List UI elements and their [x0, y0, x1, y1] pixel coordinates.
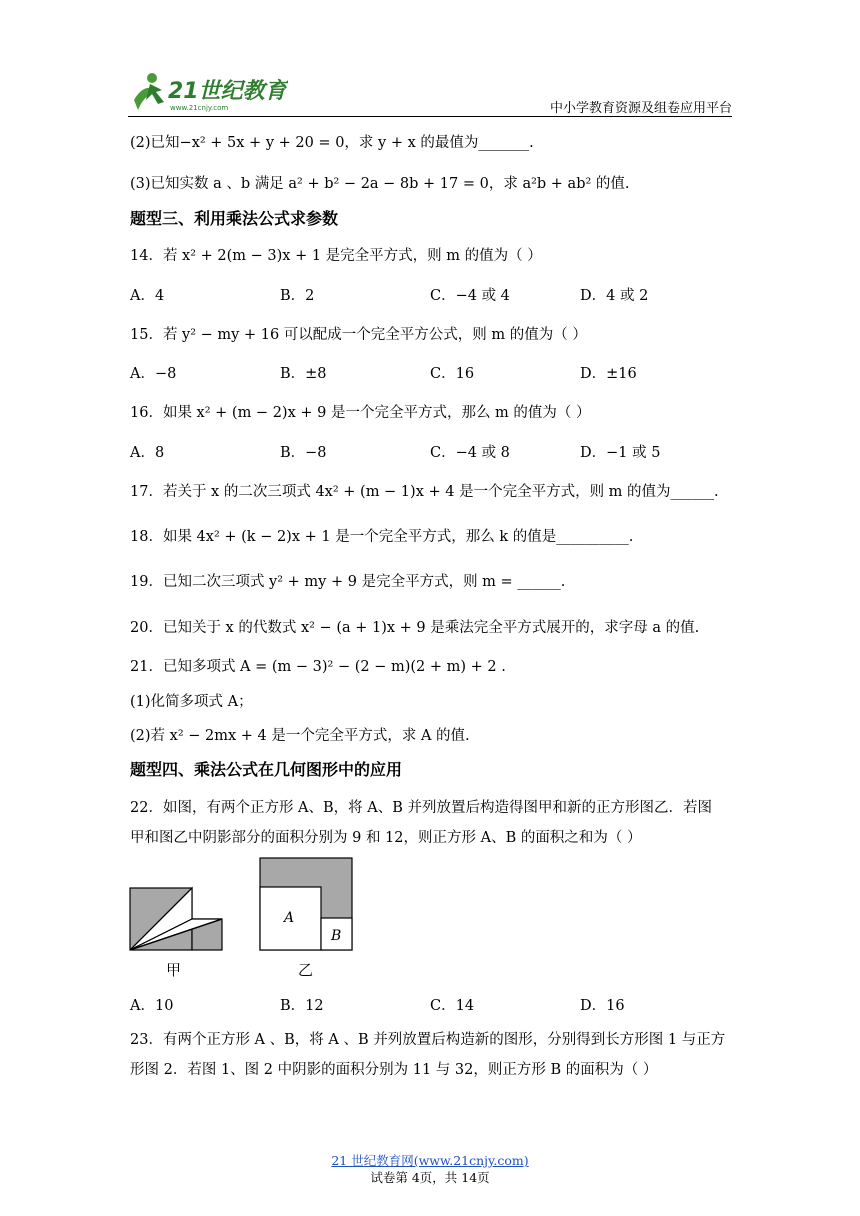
section-4-title: 题型四、乘法公式在几何图形中的应用 — [130, 760, 403, 779]
q18-stem: 18．如果 4x² + (k − 2)x + 1 是一个完全平方式，那么 k 的值是__________. — [130, 529, 634, 545]
q14-option-b: B．2 — [280, 288, 315, 304]
q21-stem: 21．已知多项式 A = (m − 3)² − (2 − m)(2 + m) + 2 . — [130, 659, 506, 675]
q22-options — [130, 994, 730, 1014]
q17-stem: 17．若关于 x 的二次三项式 4x² + (m − 1)x + 4 是一个完全平方式，则 m 的值为______. — [130, 484, 719, 500]
figure-jia-label: 甲 — [166, 961, 182, 979]
q13-part2: (2)已知−x² + 5x + y + 20 = 0，求 y + x 的最值为_______. — [130, 135, 534, 151]
q16-stem: 16．如果 x² + (m − 2)x + 9 是一个完全平方式，那么 m 的值为（ ） — [130, 405, 591, 421]
q15-option-a: A．−8 — [130, 366, 177, 382]
q16-options — [130, 441, 730, 461]
q22-option-d: D．16 — [580, 998, 625, 1014]
q16-option-c: C．−4 或 8 — [430, 445, 510, 461]
q16-option-d: D．−1 或 5 — [580, 445, 661, 461]
logo-url: www.21cnjy.com — [170, 104, 229, 112]
q20-stem: 20．已知关于 x 的代数式 x² − (a + 1)x + 9 是乘法完全平方式展开的，求字母 a 的值. — [130, 620, 700, 636]
q23-stem-2: 形图 2．若图 1、图 2 中阴影的面积分别为 11 与 32，则正方形 B 的面积为（ ） — [130, 1062, 658, 1078]
logo-icon — [128, 66, 288, 116]
q15-option-d: D．±16 — [580, 366, 637, 382]
section-3-title: 题型三、利用乘法公式求参数 — [130, 209, 339, 228]
q14-options — [130, 284, 730, 304]
figure-yi — [258, 856, 354, 952]
logo-text: 21世纪教育 — [168, 79, 287, 104]
q15-options — [130, 362, 730, 382]
q21-part2: (2)若 x² − 2mx + 4 是一个完全平方式，求 A 的值. — [130, 728, 470, 744]
q22-stem-2: 甲和图乙中阴影部分的面积分别为 9 和 12，则正方形 A、B 的面积之和为（ ） — [130, 830, 642, 846]
q22-option-b: B．12 — [280, 998, 324, 1014]
q23-stem-1: 23．有两个正方形 A 、B，将 A 、B 并列放置后构造新的图形，分别得到长方形图 1 与正方 — [130, 1032, 726, 1048]
q15-option-b: B．±8 — [280, 366, 327, 382]
q14-stem: 14．若 x² + 2(m − 3)x + 1 是完全平方式，则 m 的值为（ ） — [130, 248, 542, 264]
q14-option-d: D．4 或 2 — [580, 288, 649, 304]
q15-stem: 15．若 y² − my + 16 可以配成一个完全平方公式，则 m 的值为（ ） — [130, 327, 587, 343]
platform-name: 中小学教育资源及组卷应用平台 — [549, 101, 732, 116]
footer-site[interactable] — [0, 1151, 860, 1169]
q14-option-a: A．4 — [130, 288, 165, 304]
q22-stem-1: 22．如图，有两个正方形 A、B，将 A、B 并列放置后构造得图甲和新的正方形图乙．若图 — [130, 800, 713, 816]
footer-page-number: 试卷第 4页，共 14页 — [370, 1170, 490, 1185]
q13-part3: (3)已知实数 a 、b 满足 a² + b² − 2a − 8b + 17 = 0，求 a²b + ab² 的值. — [130, 176, 630, 192]
figure-yi-label: 乙 — [298, 961, 314, 979]
q22-option-a: A．10 — [130, 998, 174, 1014]
square-a-label: A — [284, 910, 295, 926]
page-header — [128, 66, 732, 118]
q16-option-b: B．−8 — [280, 445, 327, 461]
q14-option-c: C．−4 或 4 — [430, 288, 510, 304]
q16-option-a: A．8 — [130, 445, 165, 461]
figure-jia — [128, 886, 224, 952]
q15-option-c: C．16 — [430, 366, 475, 382]
footer-site-link[interactable]: 21 世纪教育网(www.21cnjy.com) — [331, 1153, 529, 1168]
square-b-label: B — [331, 928, 342, 944]
q19-stem: 19．已知二次三项式 y² + my + 9 是完全平方式，则 m = ______. — [130, 574, 566, 590]
q22-option-c: C．14 — [430, 998, 475, 1014]
q21-part1: (1)化简多项式 A； — [130, 694, 253, 710]
header-rule — [128, 116, 732, 117]
